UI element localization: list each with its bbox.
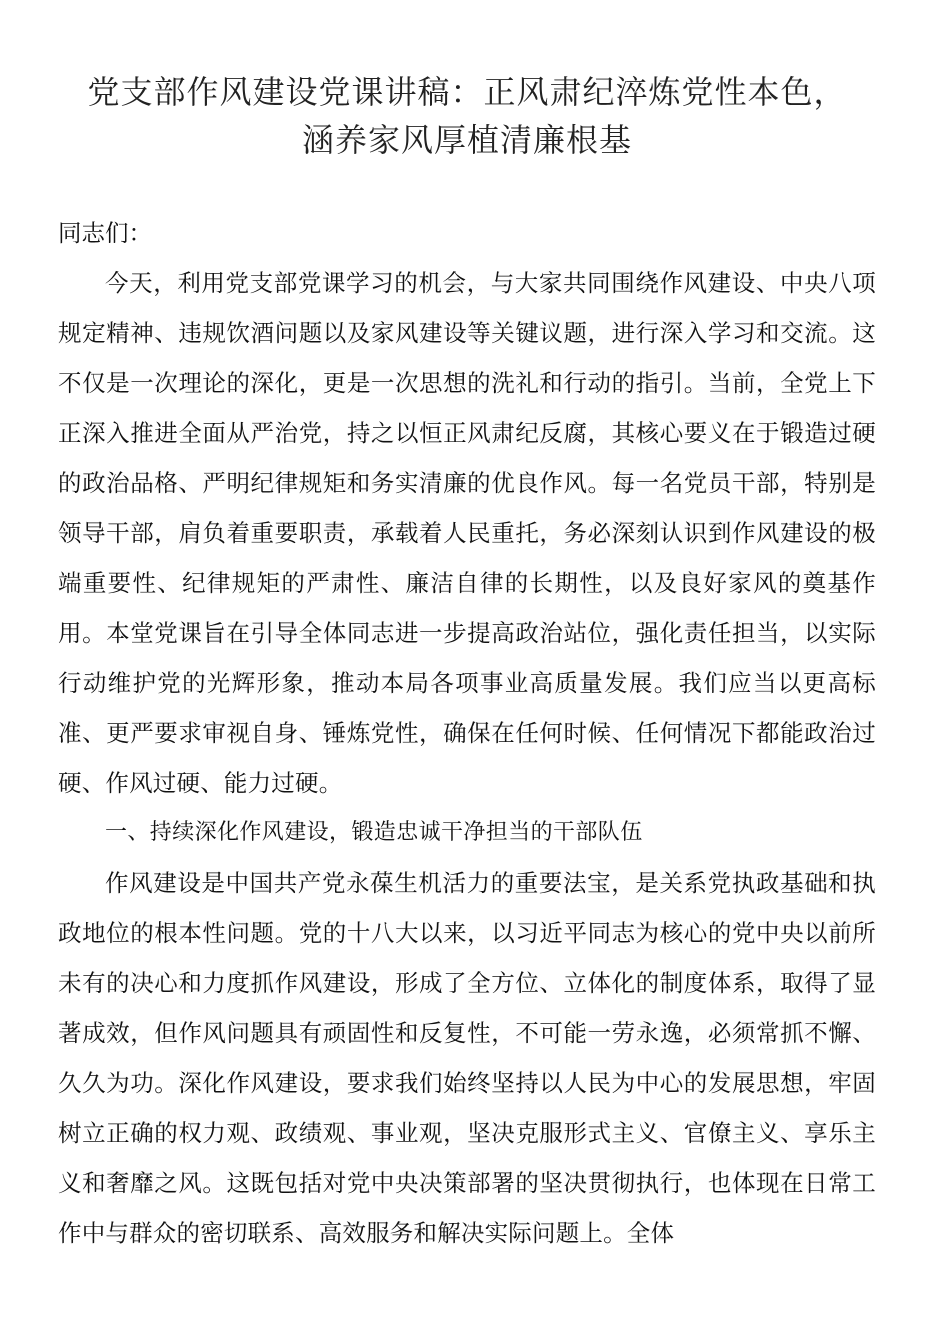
salutation: 同志们： [58, 219, 152, 247]
section-heading-1: 一、持续深化作风建设，锻造忠诚干净担当的干部队伍 [105, 820, 643, 845]
title-line-1: 党支部作风建设党课讲稿：正风肃纪淬炼党性本色， [87, 73, 847, 111]
intro-paragraph: 今天，利用党支部党课学习的机会，与大家共同围绕作风建设、中央八项规定精神、违规饮酒问题以及家风建设等关键议题，进行深入学习和交流。这不仅是一次理论的深化，更是一次思想的洗礼和行动的指引。当前，全党上下正深入推进全面从严治党，持之以恒正风肃纪反腐，其核心要义在于锻造过硬的政治品格、严明纪律规矩和务实清廉的优良作风。每一名党员干部，特别是领导干部，肩负着重要职责，承载着人民重托，务必深刻认识到作风建设的极端重要性、纪律规矩的严肃性、廉洁自律的长期性，以及良好家风的奠基作用。本堂党课旨在引导全体同志进一步提高政治站位，强化责任担当，以实际行动维护党的光辉形象，推动本局各项事业高质量发展。我们应当以更高标准、更严要求审视自身、锤炼党性，确保在任何时候、任何情况下都能政治过硬、作风过硬、能力过硬。 [58, 269, 876, 797]
document-title [58, 68, 876, 164]
section-1-paragraph: 作风建设是中国共产党永葆生机活力的重要法宝，是关系党执政基础和执政地位的根本性问题。党的十八大以来，以习近平同志为核心的党中央以前所未有的决心和力度抓作风建设，形成了全方位、立体化的制度体系，取得了显著成效，但作风问题具有顽固性和反复性，不可能一劳永逸，必须常抓不懈、久久为功。深化作风建设，要求我们始终坚持以人民为中心的发展思想，牢固树立正确的权力观、政绩观、事业观，坚决克服形式主义、官僚主义、享乐主义和奢靡之风。这既包括对党中央决策部署的坚决贯彻执行，也体现在日常工作中与群众的密切联系、高效服务和解决实际问题上。全体 [58, 869, 876, 1247]
title-line-2: 涵养家风厚植清廉根基 [301, 121, 632, 159]
